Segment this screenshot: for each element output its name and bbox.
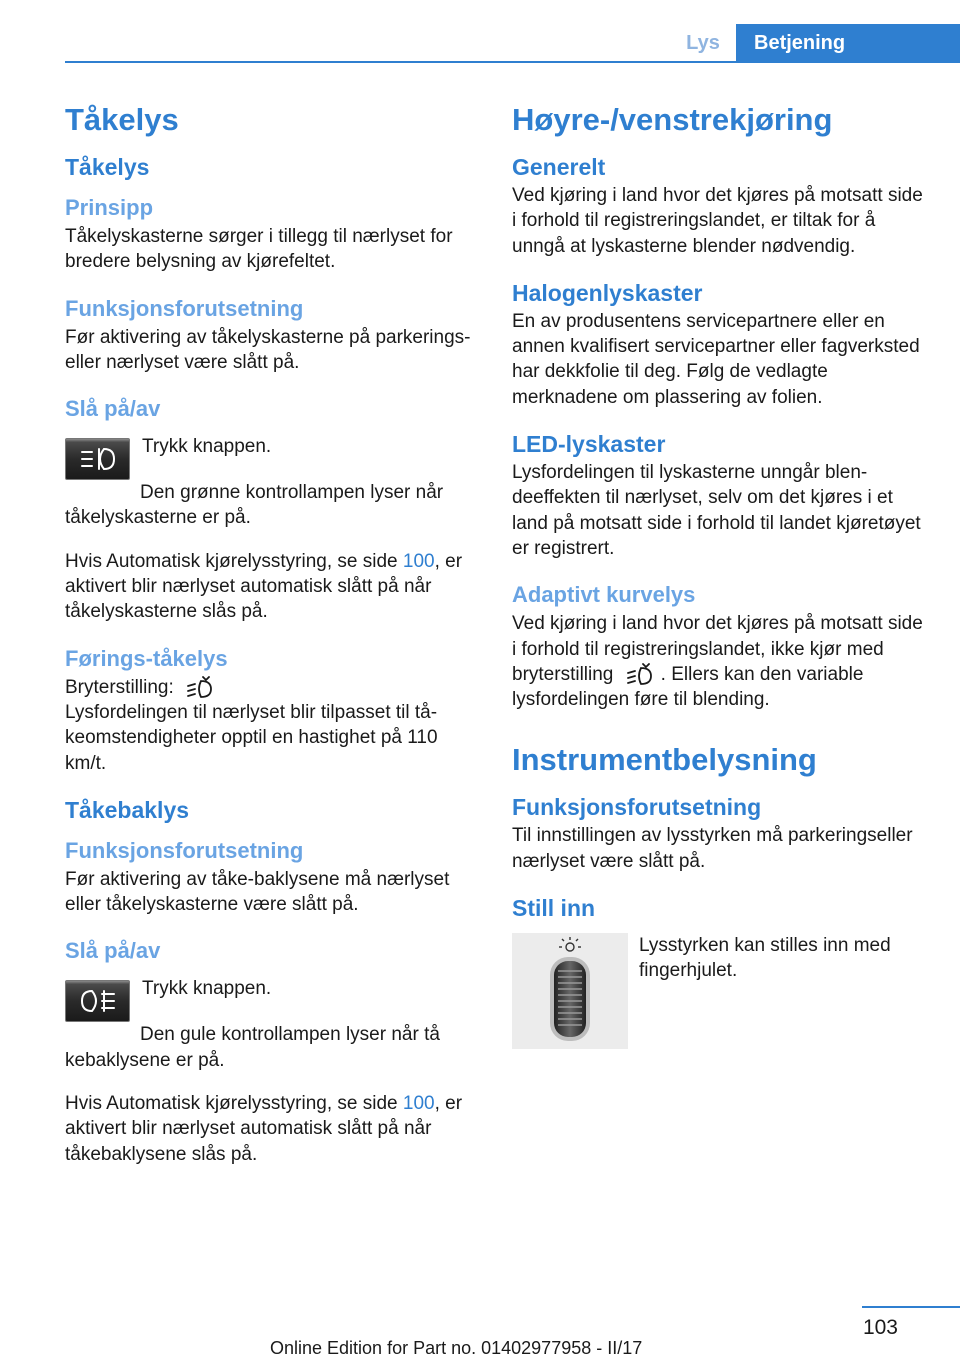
text-instr-funksjonsforutsetning: Til innstillingen av lysstyrken må parkeringseller nærlyset være slått på. [512,825,913,872]
section-title-takelys: Tåkelys [65,102,179,137]
right-column [512,98,932,1049]
page-link-100-second[interactable]: 100 [402,1093,435,1115]
thumbwheel-icon [512,933,628,1049]
text-still-inn: Lysstyrken kan stilles inn med fingerhjulet. [639,935,891,982]
heading-bak-funksjonsforutsetning: Funksjonsforutsetning [65,837,304,863]
section-title-hoyre-venstrekjoring: Høyre-/venstrekjøring [512,102,833,137]
text-green-lamp-part2: tåkelyskasterne er på. [65,507,251,529]
heading-adaptivt-kurvelys: Adaptivt kurvelys [512,582,696,608]
rear-fog-light-icon [78,988,118,1014]
text-auto-lights: Hvis Automatisk kjørelysstyring, se side 100, er aktivert blir nærlyset automatisk slått på når tåkelyskasterne slås på. [65,550,463,623]
text-green-lamp-part1: Den grønne kontrollampen lyser når [140,482,444,504]
adaptive-headlight-icon [185,676,215,700]
rear-fog-light-button-image [65,980,130,1022]
heading-bak-sla-pa-av: Slå på/av [65,938,161,964]
text-switch-position: Bryterstilling: [65,675,480,700]
edition-text: Online Edition for Part no. 01402977958 - II/17 [270,1338,643,1358]
thumbwheel-image [512,933,628,1049]
heading-sla-pa-av: Slå på/av [65,396,161,422]
header-rule [65,61,960,63]
adaptive-headlight-icon-inline [625,663,655,687]
text-bak-auto-lights: Hvis Automatisk kjørelysstyring, se side 100, er aktivert blir nærlyset automatisk slått på når tåkebaklysene slås på. [65,1093,463,1165]
header-tab-betjening: Betjening [736,24,960,62]
text-led-lyskaster: Lysfordelingen til lyskasterne unngår blendeeffekten til nærlyset, selv om det kjøres i et land på motsatt side i forhold til landet kjøretøyet er registrert. [512,462,921,559]
text-generelt: Ved kjøring i land hvor det kjøres på motsatt side i forhold til registreringslandet, er tiltak for å unngå at lyskasterne blender nødvendig. [512,185,923,257]
front-fog-light-icon [78,446,118,472]
text-yellow-lamp-part1: Den gule kontrollampen lyser når tå [140,1024,440,1046]
text-forings: Lysfordelingen til nærlyset blir tilpasset til tåkeomstendigheter opptil en hastighet på 110 km/t. [65,701,438,774]
subsection-title-takelys: Tåkelys [65,154,150,180]
text-halogenlyskaster: En av produsentens servicepartnere eller en annen kvalifisert servicepartner eller fagverksted har dekkfolie til deg. Følg de vedlagte merknadene om plassering av folien. [512,310,920,408]
text-adaptivt-kurvelys: Ved kjøring i land hvor det kjøres på motsatt side i forhold til registreringslandet, ikke kjør med bryterstilling . Ellers kan den variable lysfordelingen føre til blending. [512,613,923,711]
text-bak-funksjonsforutsetning: Før aktivering av tåke-baklysene må nærlyset eller tåkelyskasterne være slått på. [65,868,450,916]
subsection-title-takebaklys: Tåkebaklys [65,796,190,823]
heading-still-inn: Still inn [512,895,596,922]
front-fog-light-button-image [65,438,130,480]
heading-generelt: Generelt [512,154,606,180]
heading-forings-takelys: Førings-tåkelys [65,645,228,671]
heading-led-lyskaster: LED-lyskaster [512,431,666,458]
text-prinsipp: Tåkelyskasterne sørger i tillegg til nærlyset for bredere belysning av kjørefeltet. [65,226,453,273]
section-title-instrumentbelysning: Instrumentbelysning [512,742,817,778]
left-column [65,98,480,1167]
header-tab-lys: Lys [686,32,720,54]
text-press-button: Trykk knappen. [142,436,272,458]
footer-rule [862,1306,960,1308]
heading-instr-funksjonsforutsetning: Funksjonsforutsetning [512,794,762,821]
text-funksjonsforutsetning: Før aktivering av tåkelyskasterne på parkerings- eller nærlyset være slått på. [65,326,471,373]
page-number: 103 [862,1316,898,1339]
text-yellow-lamp-part2: kebaklysene er på. [65,1049,225,1071]
heading-prinsipp: Prinsipp [65,195,154,220]
heading-funksjonsforutsetning: Funksjonsforutsetning [65,295,304,321]
heading-halogenlyskaster: Halogenlyskaster [512,279,703,306]
text-bak-press-button: Trykk knappen. [142,978,272,1000]
page-link-100[interactable]: 100 [402,550,435,572]
